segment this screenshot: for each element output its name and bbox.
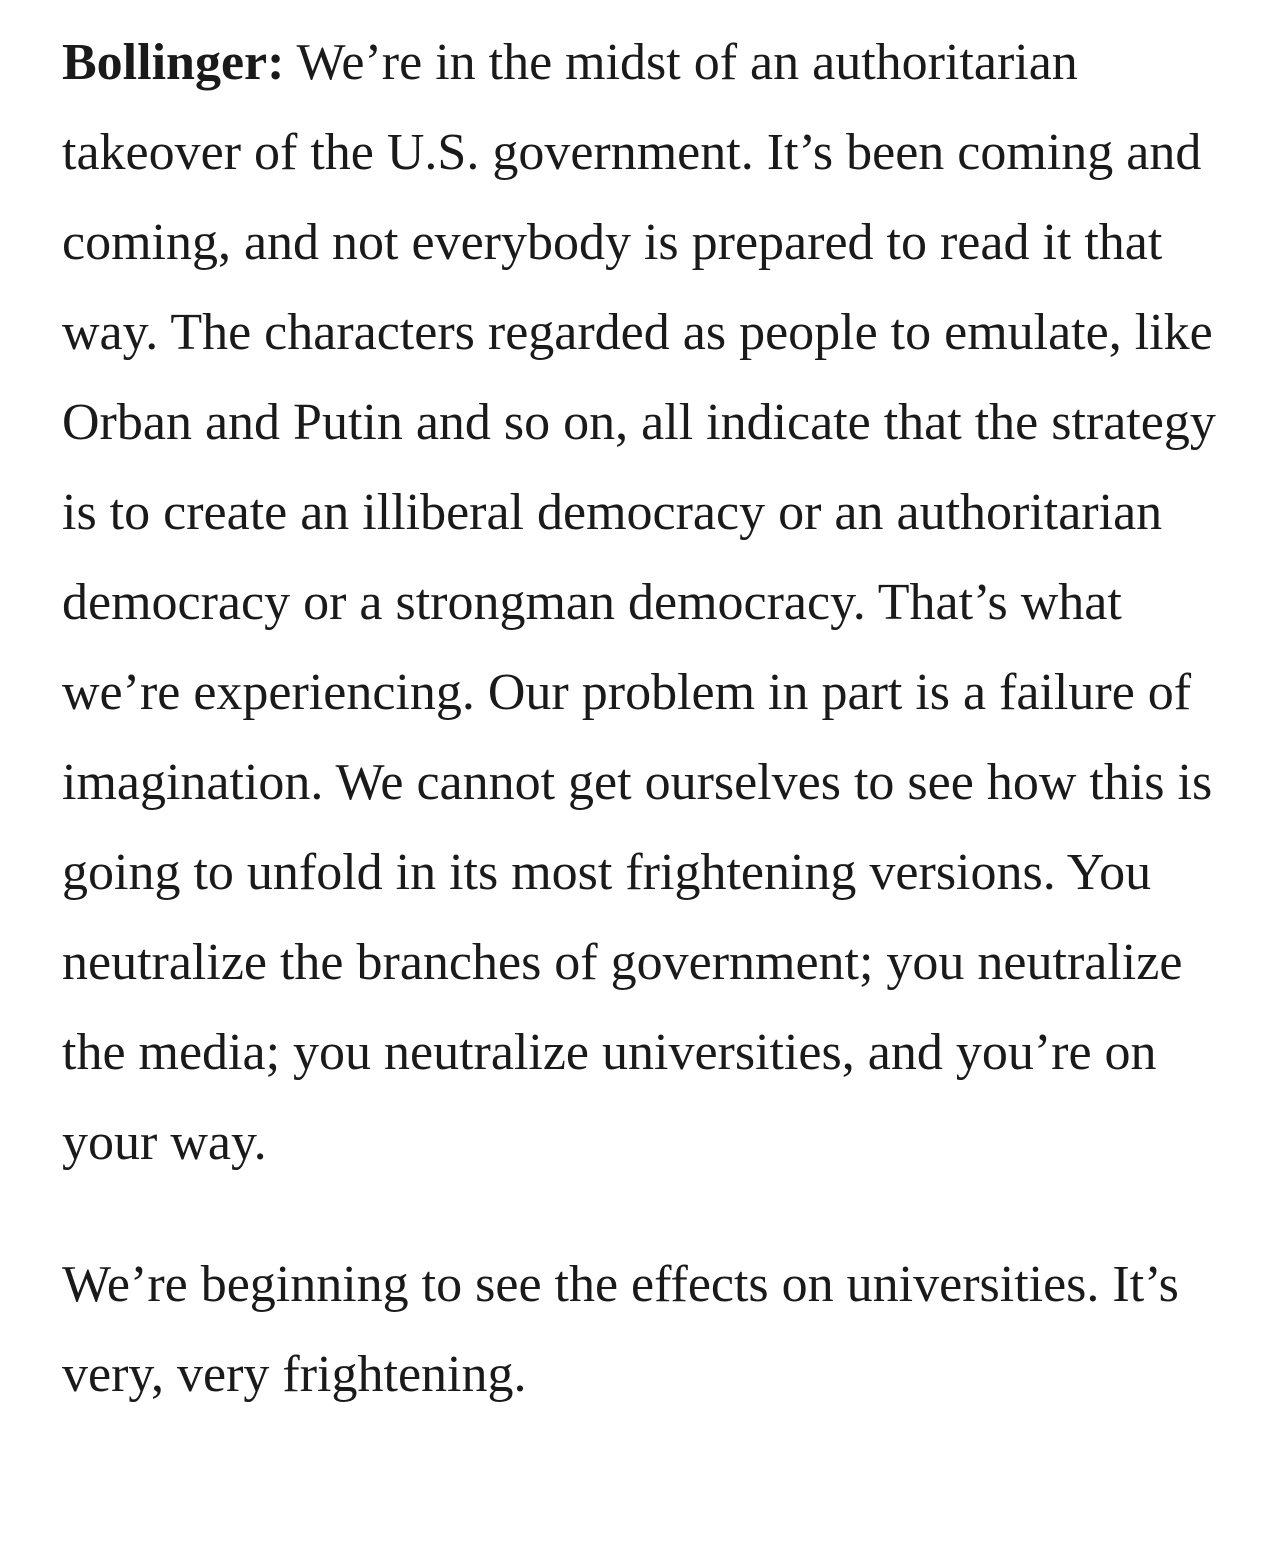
paragraph-2: We’re beginning to see the effects on universities. It’s very, very frightening.	[62, 1256, 1179, 1403]
article-body	[62, 0, 1232, 1420]
paragraph-1	[62, 18, 1232, 1188]
speaker-name: Bollinger:	[62, 34, 285, 91]
paragraph-1-text: We’re in the midst of an authoritarian takeover of the U.S. government. It’s been coming and coming, and not everybody is prepared to read it that way. The characters regarded as people to emulate, like Orban and Putin and so on, all indicate that the strategy is to create an illiberal democracy or an authoritarian democracy or a strongman democracy. That’s what we’re experiencing. Our problem in part is a failure of imagination. We cannot get ourselves to see how this is going to unfold in its most frightening versions. You neutralize the branches of government; you neutralize the media; you neutralize universities, and you’re on your way.	[62, 34, 1216, 1171]
